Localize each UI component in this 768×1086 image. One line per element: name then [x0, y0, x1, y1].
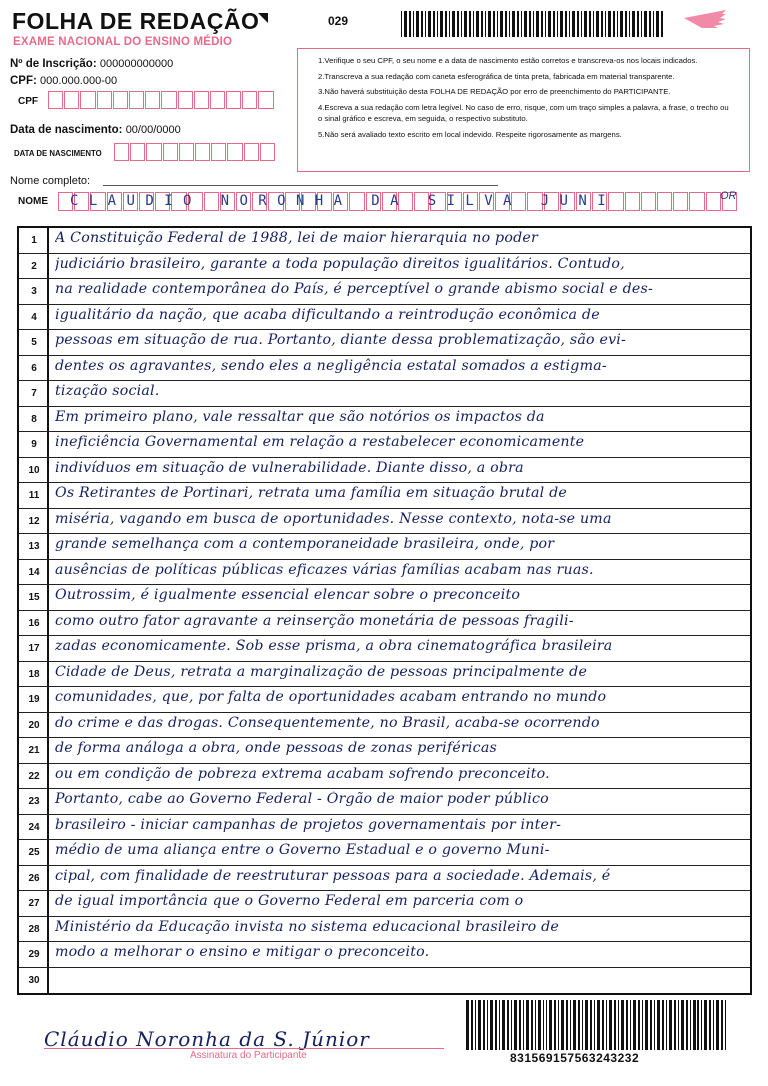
form-box[interactable] — [194, 91, 209, 109]
essay-line-text: ou em condição de pobreza extrema acabam sofrendo preconceito. — [55, 765, 550, 782]
essay-line[interactable] — [19, 942, 750, 968]
essay-line[interactable] — [19, 381, 750, 407]
essay-line-text: Outrossim, é igualmente essencial elencar sobre o preconceito — [55, 587, 521, 603]
essay-line[interactable] — [19, 585, 750, 611]
sheet-title: FOLHA DE REDAÇÃO — [12, 8, 260, 34]
essay-line[interactable] — [19, 509, 750, 535]
essay-line-text: igualitário da nação, que acaba dificultando a reintrodução econômica de — [55, 306, 600, 323]
line-number: 19 — [28, 694, 40, 705]
form-box[interactable] — [129, 91, 144, 109]
essay-line-text: grande semelhança com a contemporaneidade brasileira, onde, por — [55, 536, 555, 552]
essay-line-text: tização social. — [55, 383, 160, 399]
sheet-number: 029 — [328, 14, 349, 28]
essay-line[interactable] — [19, 356, 750, 382]
essay-line[interactable] — [19, 432, 750, 458]
instruction-3: 3.Não haverá substituição desta FOLHA DE REDAÇÃO por erro de preenchimento do PARTICIPANTE. — [318, 87, 671, 96]
instructions-box — [297, 48, 750, 172]
essay-line-text: médio de uma aliança entre o Governo Estadual e o governo Muni- — [55, 842, 550, 858]
cpf-boxes[interactable] — [48, 91, 275, 109]
form-box[interactable] — [195, 143, 210, 161]
nome-completo-label: Nome completo: — [10, 175, 91, 187]
bottom-barcode — [466, 1000, 728, 1050]
essay-grid — [17, 226, 752, 995]
line-number: 3 — [31, 286, 37, 297]
inscricao-label: Nº de Inscrição: — [10, 58, 97, 70]
form-box[interactable] — [244, 143, 259, 161]
form-box[interactable] — [625, 192, 640, 211]
barcode-gap — [663, 11, 665, 37]
line-number: 25 — [28, 847, 40, 858]
nascimento-box-label: DATA DE NASCIMENTO — [14, 149, 102, 158]
line-number: 12 — [28, 515, 40, 527]
essay-line-text: zadas economicamente. Sob esse prisma, a obra cinematográfica brasileira — [55, 638, 613, 654]
essay-line-text: cipal, com finalidade de reestruturar pessoas para a sociedade. Ademais, é — [55, 867, 611, 884]
essay-line[interactable] — [19, 662, 750, 688]
essay-line[interactable] — [19, 407, 750, 433]
line-number: 24 — [28, 821, 40, 833]
form-box[interactable] — [226, 91, 241, 109]
essay-line[interactable] — [19, 228, 750, 254]
line-number: 10 — [28, 464, 40, 476]
nome-handwritten: CLAUDIO NORONHA DA SILVA JUNI — [70, 193, 617, 209]
nome-completo-line[interactable] — [103, 185, 498, 186]
nascimento-row — [10, 124, 181, 136]
line-number: 30 — [28, 974, 40, 986]
form-box[interactable] — [673, 192, 688, 211]
essay-line[interactable] — [19, 866, 750, 892]
form-box[interactable] — [706, 192, 721, 211]
line-number: 17 — [28, 643, 40, 654]
line-number: 4 — [31, 311, 37, 323]
essay-line[interactable] — [19, 560, 750, 586]
essay-line-text: Ministério da Educação invista no sistema educacional brasileiro de — [55, 918, 559, 935]
line-number: 27 — [28, 898, 40, 909]
form-box[interactable] — [146, 143, 161, 161]
line-number: 7 — [31, 388, 37, 399]
form-box[interactable] — [145, 91, 160, 109]
cpf-box-label: CPF — [18, 96, 38, 107]
line-number: 21 — [28, 745, 40, 756]
essay-line[interactable] — [19, 534, 750, 560]
form-box[interactable] — [210, 91, 225, 109]
line-number: 5 — [31, 337, 37, 348]
form-box[interactable] — [689, 192, 704, 211]
essay-line[interactable] — [19, 687, 750, 713]
cpf-row — [10, 75, 117, 87]
nascimento-boxes[interactable] — [114, 143, 276, 161]
line-number: 14 — [28, 566, 40, 578]
instruction-4: 4.Escreva a sua redação com letra legível. No caso de erro, risque, com um traço simples a palavra, a frase, o trecho ou o sinal gráfico e escreva, em seguida, o respectivo substituto. — [318, 102, 729, 123]
line-number: 20 — [28, 719, 40, 731]
form-box[interactable] — [161, 91, 176, 109]
line-number: 18 — [28, 668, 40, 680]
enem-logo-icon — [682, 8, 728, 35]
essay-line[interactable] — [19, 279, 750, 305]
form-box[interactable] — [97, 91, 112, 109]
line-number: 23 — [28, 796, 40, 807]
instruction-2: 2.Transcreva a sua redação com caneta esferográfica de tinta preta, fabricada em material transparente. — [318, 71, 675, 81]
essay-line-text: miséria, vagando em busca de oportunidades. Nesse contexto, nota-se uma — [55, 510, 612, 527]
form-box[interactable] — [258, 91, 273, 109]
line-number: 1 — [31, 235, 37, 246]
essay-line-text: comunidades, que, por falta de oportunidades acabam entrando no mundo — [55, 689, 607, 705]
essay-line[interactable] — [19, 611, 750, 637]
essay-line-text: de forma análoga a obra, onde pessoas de zonas periféricas — [55, 740, 497, 756]
barcode-number: 831569157563243232 — [510, 1051, 640, 1065]
essay-line[interactable] — [19, 254, 750, 280]
nome-box-label: NOME — [18, 196, 48, 207]
essay-line[interactable] — [19, 764, 750, 790]
line-number: 28 — [28, 923, 40, 935]
essay-line[interactable] — [19, 840, 750, 866]
nascimento-value: 00/00/0000 — [125, 124, 181, 136]
line-number: 6 — [31, 362, 37, 374]
instruction-1: 1.Verifique o seu CPF, o seu nome e a data de nascimento estão corretos e transcreva-os nos locais indicados. — [318, 56, 698, 65]
inscricao-value: 000000000000 — [99, 58, 174, 70]
inscricao-row — [10, 58, 173, 70]
line-number: 22 — [28, 770, 40, 782]
cpf-value: 000.000.000-00 — [40, 75, 118, 87]
essay-line-text: modo a melhorar o ensino e mitigar o preconceito. — [55, 944, 430, 960]
essay-line[interactable] — [19, 738, 750, 764]
exam-subtitle: EXAME NACIONAL DO ENSINO MÉDIO — [13, 36, 233, 48]
cpf-label: CPF: — [10, 75, 37, 87]
form-box[interactable] — [113, 91, 128, 109]
line-number: 26 — [28, 872, 40, 884]
form-box[interactable] — [163, 143, 178, 161]
form-box[interactable] — [130, 143, 145, 161]
essay-line-text: A Constituição Federal de 1988, lei de maior hierarquia no poder — [55, 230, 538, 246]
essay-line[interactable] — [19, 330, 750, 356]
line-number: 15 — [28, 592, 40, 603]
essay-line-text: ineficiência Governamental em relação a restabelecer economicamente — [55, 434, 585, 450]
form-box[interactable] — [178, 91, 193, 109]
form-box[interactable] — [211, 143, 226, 161]
essay-line[interactable] — [19, 713, 750, 739]
form-box[interactable] — [114, 143, 129, 161]
form-box[interactable] — [64, 91, 79, 109]
line-number: 13 — [28, 541, 40, 552]
essay-line-text: brasileiro - iniciar campanhas de projetos governamentais por inter- — [55, 816, 562, 833]
essay-line-text: de igual importância que o Governo Federal em parceria com o — [55, 893, 524, 909]
form-box[interactable] — [641, 192, 656, 211]
essay-line-text: ausências de políticas públicas eficazes várias famílias acabam nas ruas. — [55, 561, 594, 578]
form-box[interactable] — [657, 192, 672, 211]
essay-line[interactable] — [19, 458, 750, 484]
essay-line[interactable] — [19, 968, 750, 994]
essay-line-text: dentes os agravantes, sendo eles a negligência estatal somados a estigma- — [55, 357, 607, 374]
essay-line[interactable] — [19, 636, 750, 662]
essay-line-text: Cidade de Deus, retrata a marginalização de pessoas principalmente de — [55, 663, 588, 680]
essay-line-text: judiciário brasileiro, garante a toda população direitos igualitários. Contudo, — [55, 255, 625, 272]
form-box[interactable] — [179, 143, 194, 161]
essay-line-text: do crime e das drogas. Consequentemente, no Brasil, acaba-se ocorrendo — [55, 714, 600, 731]
essay-line-text: como outro fator agravante a reinserção monetária de pessoas fragili- — [55, 612, 574, 629]
essay-line[interactable] — [19, 917, 750, 943]
signature-label: Assinatura do Participante — [190, 1050, 307, 1061]
top-barcode — [401, 11, 665, 37]
essay-line-text: indivíduos em situação de vulnerabilidade. Diante disso, a obra — [55, 459, 524, 476]
form-box[interactable] — [48, 91, 63, 109]
barcode-gap — [726, 1000, 728, 1050]
essay-line[interactable] — [19, 815, 750, 841]
form-box[interactable] — [227, 143, 242, 161]
instruction-5: 5.Não será avaliado texto escrito em local indevido. Respeite rigorosamente as margens. — [318, 129, 622, 139]
line-number: 16 — [28, 617, 40, 629]
essay-line-text: Em primeiro plano, vale ressaltar que são notórios os impactos da — [55, 408, 545, 425]
nome-overflow-text: OR — [720, 190, 737, 202]
participant-signature: Cláudio Noronha da S. Júnior — [44, 1027, 370, 1051]
line-number: 11 — [28, 490, 40, 501]
essay-line-text: Portanto, cabe ao Governo Federal - Órgão de maior poder público — [55, 791, 549, 807]
line-number: 29 — [28, 949, 40, 960]
essay-line[interactable] — [19, 305, 750, 331]
essay-line[interactable] — [19, 789, 750, 815]
line-number: 9 — [31, 439, 37, 450]
nascimento-label: Data de nascimento: — [10, 124, 123, 136]
essay-line-text: pessoas em situação de rua. Portanto, diante dessa problematização, são evi- — [55, 332, 627, 348]
essay-line-text: na realidade contemporânea do País, é perceptível o grande abismo social e des- — [55, 281, 653, 297]
line-number: 2 — [31, 260, 37, 272]
corner-marker-icon — [258, 13, 268, 23]
signature-line — [44, 1048, 444, 1049]
line-number: 8 — [31, 413, 37, 425]
form-box[interactable] — [260, 143, 275, 161]
essay-line[interactable] — [19, 483, 750, 509]
essay-line-text: Os Retirantes de Portinari, retrata uma família em situação brutal de — [55, 485, 567, 501]
form-box[interactable] — [242, 91, 257, 109]
essay-line[interactable] — [19, 891, 750, 917]
form-box[interactable] — [80, 91, 95, 109]
